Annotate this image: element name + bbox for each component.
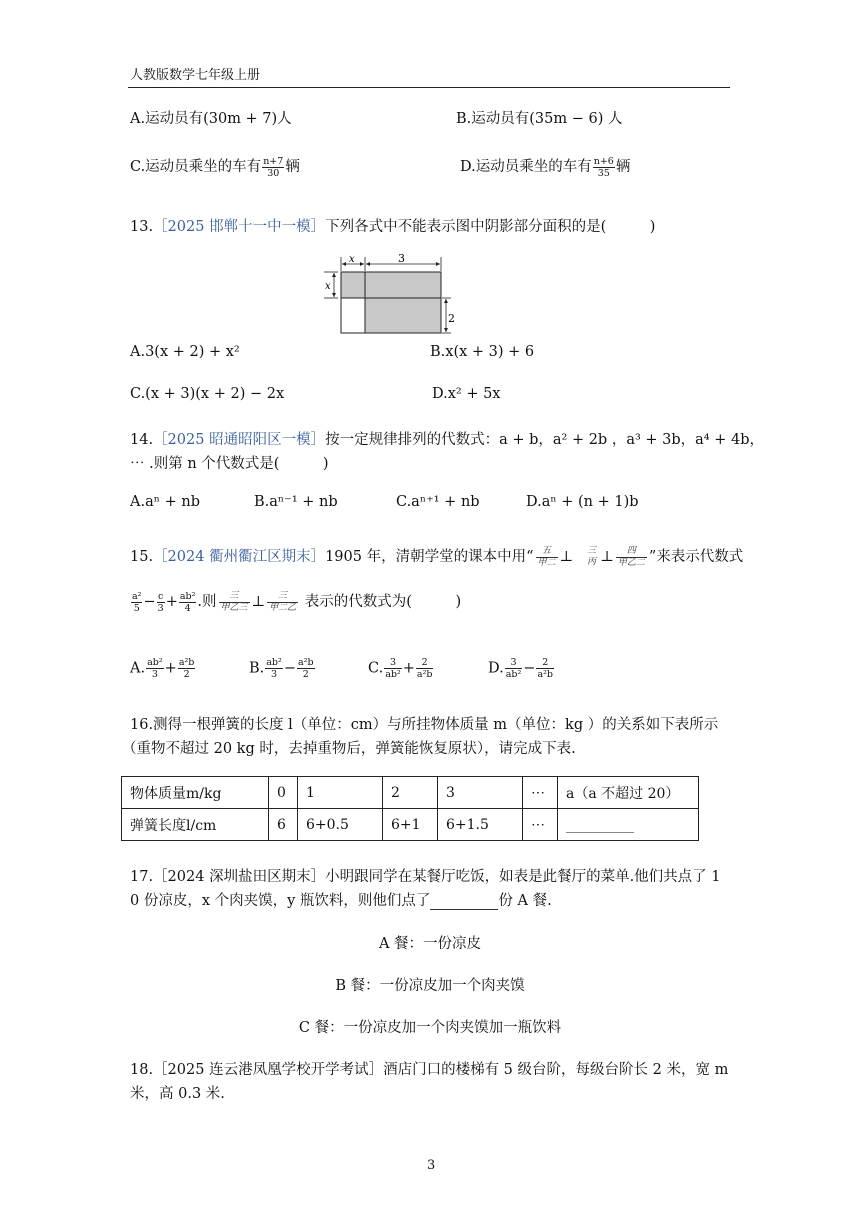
q15-c1-num: 3: [384, 657, 402, 669]
q15-g2-num: 三: [267, 591, 298, 603]
q15-g1-num: 三: [219, 591, 250, 603]
q15-a-label: A.: [130, 660, 146, 677]
table-cell: ⋯: [523, 777, 558, 809]
q15-g1-den: 甲乙三: [220, 602, 248, 613]
q12-option-d-suffix: 辆: [615, 159, 631, 175]
q13-stem: [130, 215, 655, 236]
q15-d1-num: 3: [505, 657, 523, 669]
q13-option-c: C.(x + 3)(x + 2) − 2x: [130, 386, 285, 402]
table-cell: 2: [383, 777, 438, 809]
q15-b-frac-1: [265, 657, 283, 680]
q15-a1-den: 3: [151, 669, 158, 680]
q14-source: ［2025 昭通昭阳区一模］: [153, 432, 326, 448]
q15-b1-num: ab²: [266, 657, 282, 668]
menu-item-b: B 餐：一份凉皮加一个肉夹馍: [335, 978, 525, 994]
q15-f2-den: 丙: [587, 557, 597, 567]
q13-fig-label-x-left: x: [325, 281, 331, 292]
q15-c-frac-1: [384, 657, 402, 680]
q13-number: 13.: [130, 219, 154, 235]
q15-then: .则: [197, 594, 217, 610]
q12-d-fraction: [593, 156, 615, 179]
q15-f3-den: 甲乙二: [617, 557, 645, 568]
q12-d-den: 35: [597, 167, 610, 179]
q12-option-c-suffix: 辆: [285, 159, 300, 175]
table-cell: a（a 不超过 20）: [558, 777, 699, 809]
table-cell: 0: [269, 777, 298, 809]
q12-option-c-prefix: C.运动员乘坐的车有: [130, 159, 262, 175]
q15-b2-den: 2: [302, 669, 309, 680]
q17-stem-line2: [130, 889, 552, 910]
q15-stem-a: 1905 年，清朝学堂的课本中用“: [325, 549, 534, 565]
q13-option-d: D.x² + 5x: [432, 386, 501, 402]
q16-stem-line2: （重物不超过 20 kg 时，去掉重物后，弹簧能恢复原状），请完成下表.: [122, 741, 576, 757]
q15-d-frac-2: [536, 657, 554, 680]
q15-d-label: D.: [488, 660, 504, 677]
q14-option-d: D.aⁿ + (n + 1)b: [526, 494, 639, 510]
q14-option-b: B.aⁿ⁻¹ + nb: [254, 494, 338, 510]
q15-e3-num: ab²: [179, 590, 196, 602]
q15-e2-den: 3: [157, 602, 164, 614]
header-rule: [128, 87, 730, 88]
q12-c-num: n+7: [263, 155, 284, 167]
q15-a-frac-1: [146, 657, 164, 680]
q15-b-frac-2: [297, 657, 315, 680]
q15-expr-frac-1: [131, 591, 142, 614]
q17-stem-line2a: 0 份凉皮，x 个肉夹馍，y 瓶饮料，则他们点了: [130, 893, 431, 909]
q17-stem-line1: 17.［2024 深圳盐田区期末］小明跟同学在某餐厅吃饭，如表是此餐厅的菜单.他们共点了 1: [130, 869, 721, 885]
q15-a-frac-2: [178, 657, 196, 680]
q15-e2-num: c: [158, 590, 164, 602]
q17-stem-line2b: 份 A 餐.: [498, 893, 552, 909]
q15-a2-den: 2: [183, 669, 190, 680]
q15-e3-den: 4: [184, 602, 191, 614]
q15-option-c: C. $\frac{3}{\text{ab²}}$ + $\frac{2}{\text{a²b}}$: [368, 657, 433, 680]
table-row: [122, 777, 699, 809]
q14-option-a: A.aⁿ + nb: [130, 494, 200, 510]
table-cell: ⋯: [523, 809, 558, 841]
q15-c1-den: ab²: [385, 669, 401, 680]
q15-b2-num: a²b: [297, 657, 314, 668]
table-cell: 物体质量m/kg: [122, 777, 269, 809]
menu-item-c: C 餐：一份凉皮加一个肉夹馍加一瓶饮料: [298, 1020, 562, 1036]
q15-stem-b: ”来表示代数式: [648, 549, 744, 565]
table-cell: 6+0.5: [298, 809, 383, 841]
q12-d-num: n+6: [593, 155, 614, 167]
q16-stem-line1: 16.测得一根弹簧的长度 l（单位：cm）与所挂物体质量 m（单位：kg ）的关系如下表所示: [130, 717, 719, 733]
q15-chinese-fraction-4: [219, 591, 250, 614]
q18-stem-line1: 18.［2025 连云港凤凰学校开学考试］酒店门口的楼梯有 5 级台阶，每级台阶长 2 米，宽 m: [130, 1062, 729, 1078]
q15-d1-den: ab²: [505, 669, 522, 680]
answer-blank[interactable]: [566, 818, 634, 833]
q16-table: [121, 776, 699, 841]
answer-blank-cell[interactable]: [558, 809, 699, 841]
q12-c-den: 30: [267, 167, 280, 179]
header-title: 人教版数学七年级上册: [130, 68, 261, 83]
q15-g2-den: 甲二乙: [269, 602, 297, 613]
q15-c2-den: a²b: [416, 669, 433, 680]
q13-source: ［2025 邯郸十一中一模］: [153, 219, 326, 235]
page-number: 3: [427, 1158, 436, 1173]
q14-stem-line1: [130, 428, 764, 449]
q14-stem-line2: ⋯ .则第 n 个代数式是( ): [130, 456, 329, 472]
q15-expr-minus: −: [143, 594, 156, 610]
q15-f1-den: 甲二: [537, 557, 556, 568]
q13-option-b: B.x(x + 3) + 6: [430, 344, 535, 360]
q12-c-fraction: [262, 156, 284, 179]
q15-expr-frac-2: [157, 591, 165, 614]
q15-e1-den: 5: [133, 602, 140, 614]
q15-f1-num: 五: [536, 546, 558, 558]
q15-chinese-fraction-3: [616, 546, 647, 569]
q15-expr-frac-3: [179, 591, 197, 614]
q15-d-frac-1: [505, 657, 523, 680]
q12-option-a: A.运动员有(30m + 7)人: [130, 111, 292, 127]
q15-chinese-fraction-2: [585, 546, 598, 568]
q15-stem-c: 表示的代数式为( ): [304, 594, 462, 610]
q12-option-d-prefix: D.运动员乘坐的车有: [460, 159, 592, 175]
q15-a1-num: ab²: [147, 657, 163, 668]
q18-stem-line2: 米，高 0.3 米.: [130, 1086, 225, 1102]
q15-b-label: B.: [249, 660, 265, 677]
table-cell: 6: [269, 809, 298, 841]
table-cell: 6+1.5: [438, 809, 523, 841]
q15-source: ［2024 衢州衢江区期末］: [153, 549, 326, 565]
q12-option-b: B.运动员有(35m − 6) 人: [456, 111, 623, 127]
q14-option-c: C.aⁿ⁺¹ + nb: [396, 494, 480, 510]
q15-e1-num: a²: [132, 590, 142, 602]
q13-stem-text: 下列各式中不能表示图中阴影部分面积的是( ): [325, 219, 656, 235]
q15-option-b: B. $\frac{\text{ab²}}{3}$ − $\frac{\text{a²b}}{2}$: [249, 657, 314, 680]
q15-stem-line1: 15.［2024 衢州衢江区期末］1905 年，清朝学堂的课本中用“ $\frac{\text{五}}{\text{甲二}}$ ⊥ 三 丙 ⊥ $\frac{\text{四}}{\text{甲乙二}}$ ”来表示代数式: [130, 545, 744, 568]
q13-figure: [320, 252, 455, 344]
q15-f3-num: 四: [616, 546, 647, 558]
q15-d2-num: 2: [536, 657, 554, 669]
q15-c2-num: 2: [416, 657, 434, 669]
q15-b1-den: 3: [271, 669, 278, 680]
q15-chinese-fraction-1: [536, 546, 558, 569]
q15-c-frac-2: [416, 657, 434, 680]
q13-option-a: A.3(x + 2) + x²: [130, 344, 240, 360]
q15-stem-line2: $\frac{\text{a²}}{5}$ − $\frac{c}{3}$ + $\frac{\text{ab²}}{4}$ .则 $\frac{\text{三}}{\text{甲乙三}}$ ⊥ $\frac{\text{三}}{\text{甲二乙}}$ 表示的代数式为( ): [132, 590, 462, 614]
q15-d2-den: a²b: [537, 669, 553, 680]
q15-c-label: C.: [368, 660, 384, 677]
menu-item-a: A 餐：一份凉皮: [378, 936, 482, 952]
q15-a2-num: a²b: [178, 657, 195, 668]
q15-option-a: A. $\frac{\text{ab²}}{3}$ + $\frac{\text{a²b}}{2}$: [130, 657, 195, 680]
q15-option-d: D. $\frac{3}{\text{ab²}}$ − $\frac{2}{\text{a²b}}$: [488, 657, 553, 680]
table-cell: 3: [438, 777, 523, 809]
q15-f2-num: 三: [587, 546, 597, 556]
table-cell: 1: [298, 777, 383, 809]
table-cell: 6+1: [383, 809, 438, 841]
q15-number: 15.: [130, 549, 154, 565]
q14-number: 14.: [130, 432, 154, 448]
table-cell: 弹簧长度l/cm: [122, 809, 269, 841]
table-row: [122, 809, 699, 841]
q12-option-d: [460, 155, 630, 179]
q15-chinese-fraction-5: [267, 591, 298, 614]
q13-fig-label-x-top: x: [349, 254, 355, 265]
q12-option-c: [130, 155, 300, 179]
q13-fig-label-three: 3: [398, 252, 405, 265]
q14-stem1: 按一定规律排列的代数式：a + b，a² + 2b ，a³ + 3b，a⁴ + 4b，: [325, 432, 764, 448]
q13-fig-label-two: 2: [448, 312, 455, 325]
q17-answer-blank[interactable]: [430, 895, 498, 910]
